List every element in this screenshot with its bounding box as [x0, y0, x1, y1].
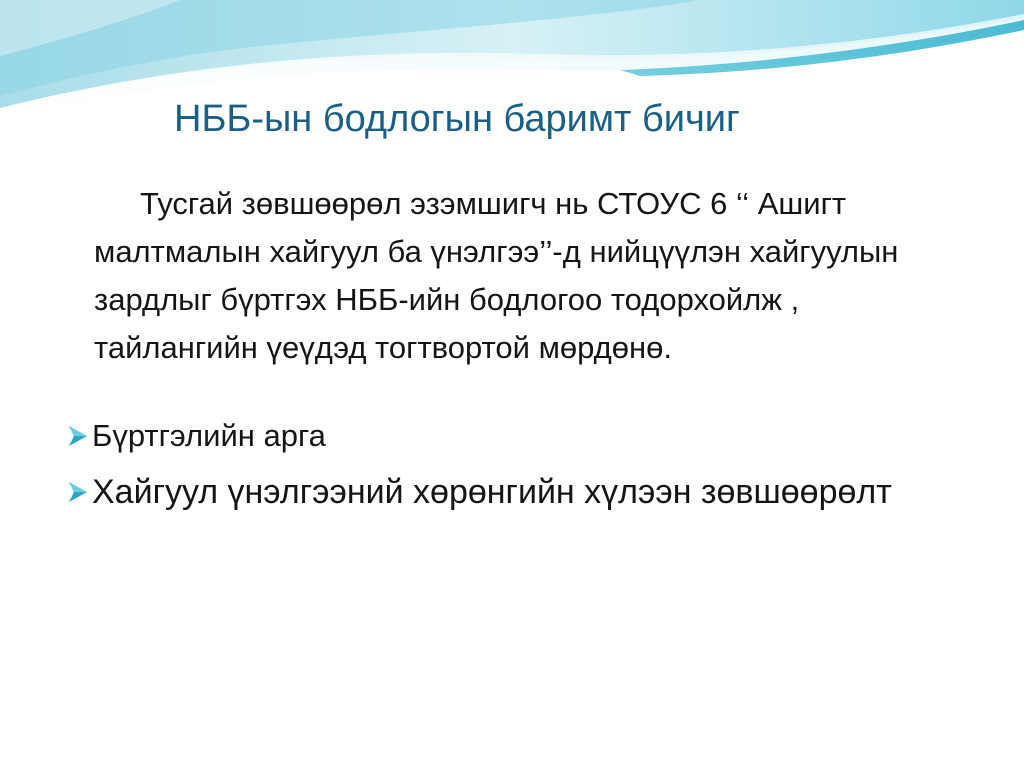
bullet-item — [66, 412, 946, 460]
bullet-item — [66, 466, 946, 518]
arrow-bullet-icon — [66, 466, 92, 533]
bullet-text: Хайгуул үнэлгээний хөрөнгийн хүлээн зөвшөөрөлт — [92, 473, 892, 511]
page-title: НББ-ын бодлогын баримт бичиг — [174, 98, 740, 140]
bullet-text: Бүртгэлийн арга — [92, 418, 326, 453]
arrow-bullet-icon — [66, 412, 92, 474]
body-paragraph: Тусгай зөвшөөрөл эзэмшигч нь СТОУС 6 ‘‘ Ашигт малтмалын хайгуул ба үнэлгээ’’-д нийцүүлэн хайгуулын зардлыг бүртгэх НББ-ийн бодлогоо тодорхойлж , тайлангийн үеүдэд тогтвортой мөрдөнө. — [94, 186, 899, 365]
